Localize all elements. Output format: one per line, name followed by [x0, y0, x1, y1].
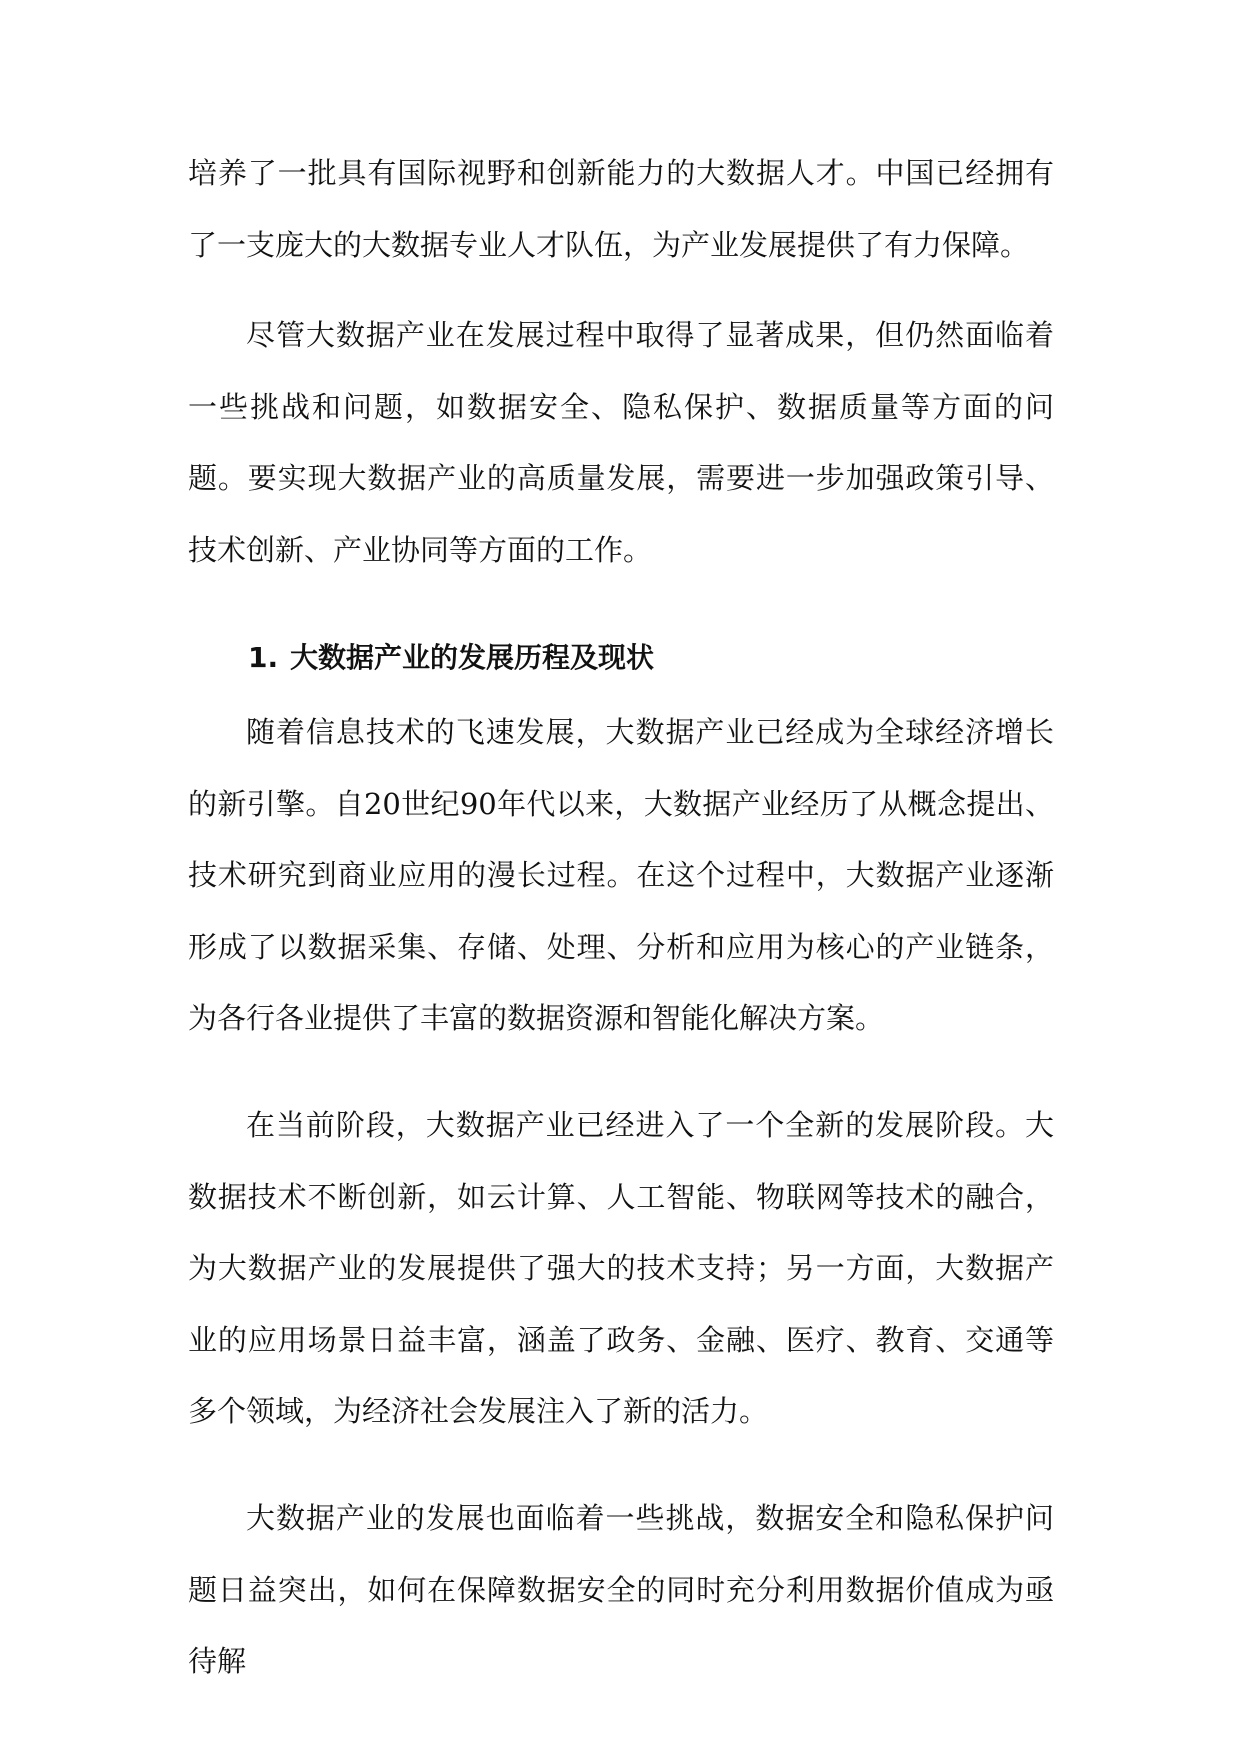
section-number: 1. [248, 641, 279, 674]
paragraph-challenges: 尽管大数据产业在发展过程中取得了显著成果，但仍然面临着一些挑战和问题，如数据安全、隐私保护、数据质量等方面的问题。要实现大数据产业的高质量发展，需要进一步加强政策引导、技术创新、产业协同等方面的工作。 [188, 318, 1054, 567]
paragraph-history: 随着信息技术的飞速发展，大数据产业已经成为全球经济增长的新引擎。自20世纪90年代以来，大数据产业经历了从概念提出、技术研究到商业应用的漫长过程。在这个过程中，大数据产业逐渐形成了以数据采集、存储、处理、分析和应用为核心的产业链条，为各行各业提供了丰富的数据资源和智能化解决方案。 [188, 715, 1054, 1035]
paragraph-current-stage: 在当前阶段，大数据产业已经进入了一个全新的发展阶段。大数据技术不断创新，如云计算、人工智能、物联网等技术的融合，为大数据产业的发展提供了强大的技术支持；另一方面，大数据产业的应用场景日益丰富，涵盖了政务、金融、医疗、教育、交通等多个领域，为经济社会发展注入了新的活力。 [188, 1108, 1054, 1428]
section-heading [248, 622, 654, 694]
section-title: 大数据产业的发展历程及现状 [290, 641, 655, 674]
paragraph-security-challenges: 大数据产业的发展也面临着一些挑战，数据安全和隐私保护问题日益突出，如何在保障数据安全的同时充分利用数据价值成为亟待解 [188, 1501, 1054, 1678]
paragraph-talent: 培养了一批具有国际视野和创新能力的大数据人才。中国已经拥有了一支庞大的大数据专业人才队伍，为产业发展提供了有力保障。 [188, 156, 1054, 262]
